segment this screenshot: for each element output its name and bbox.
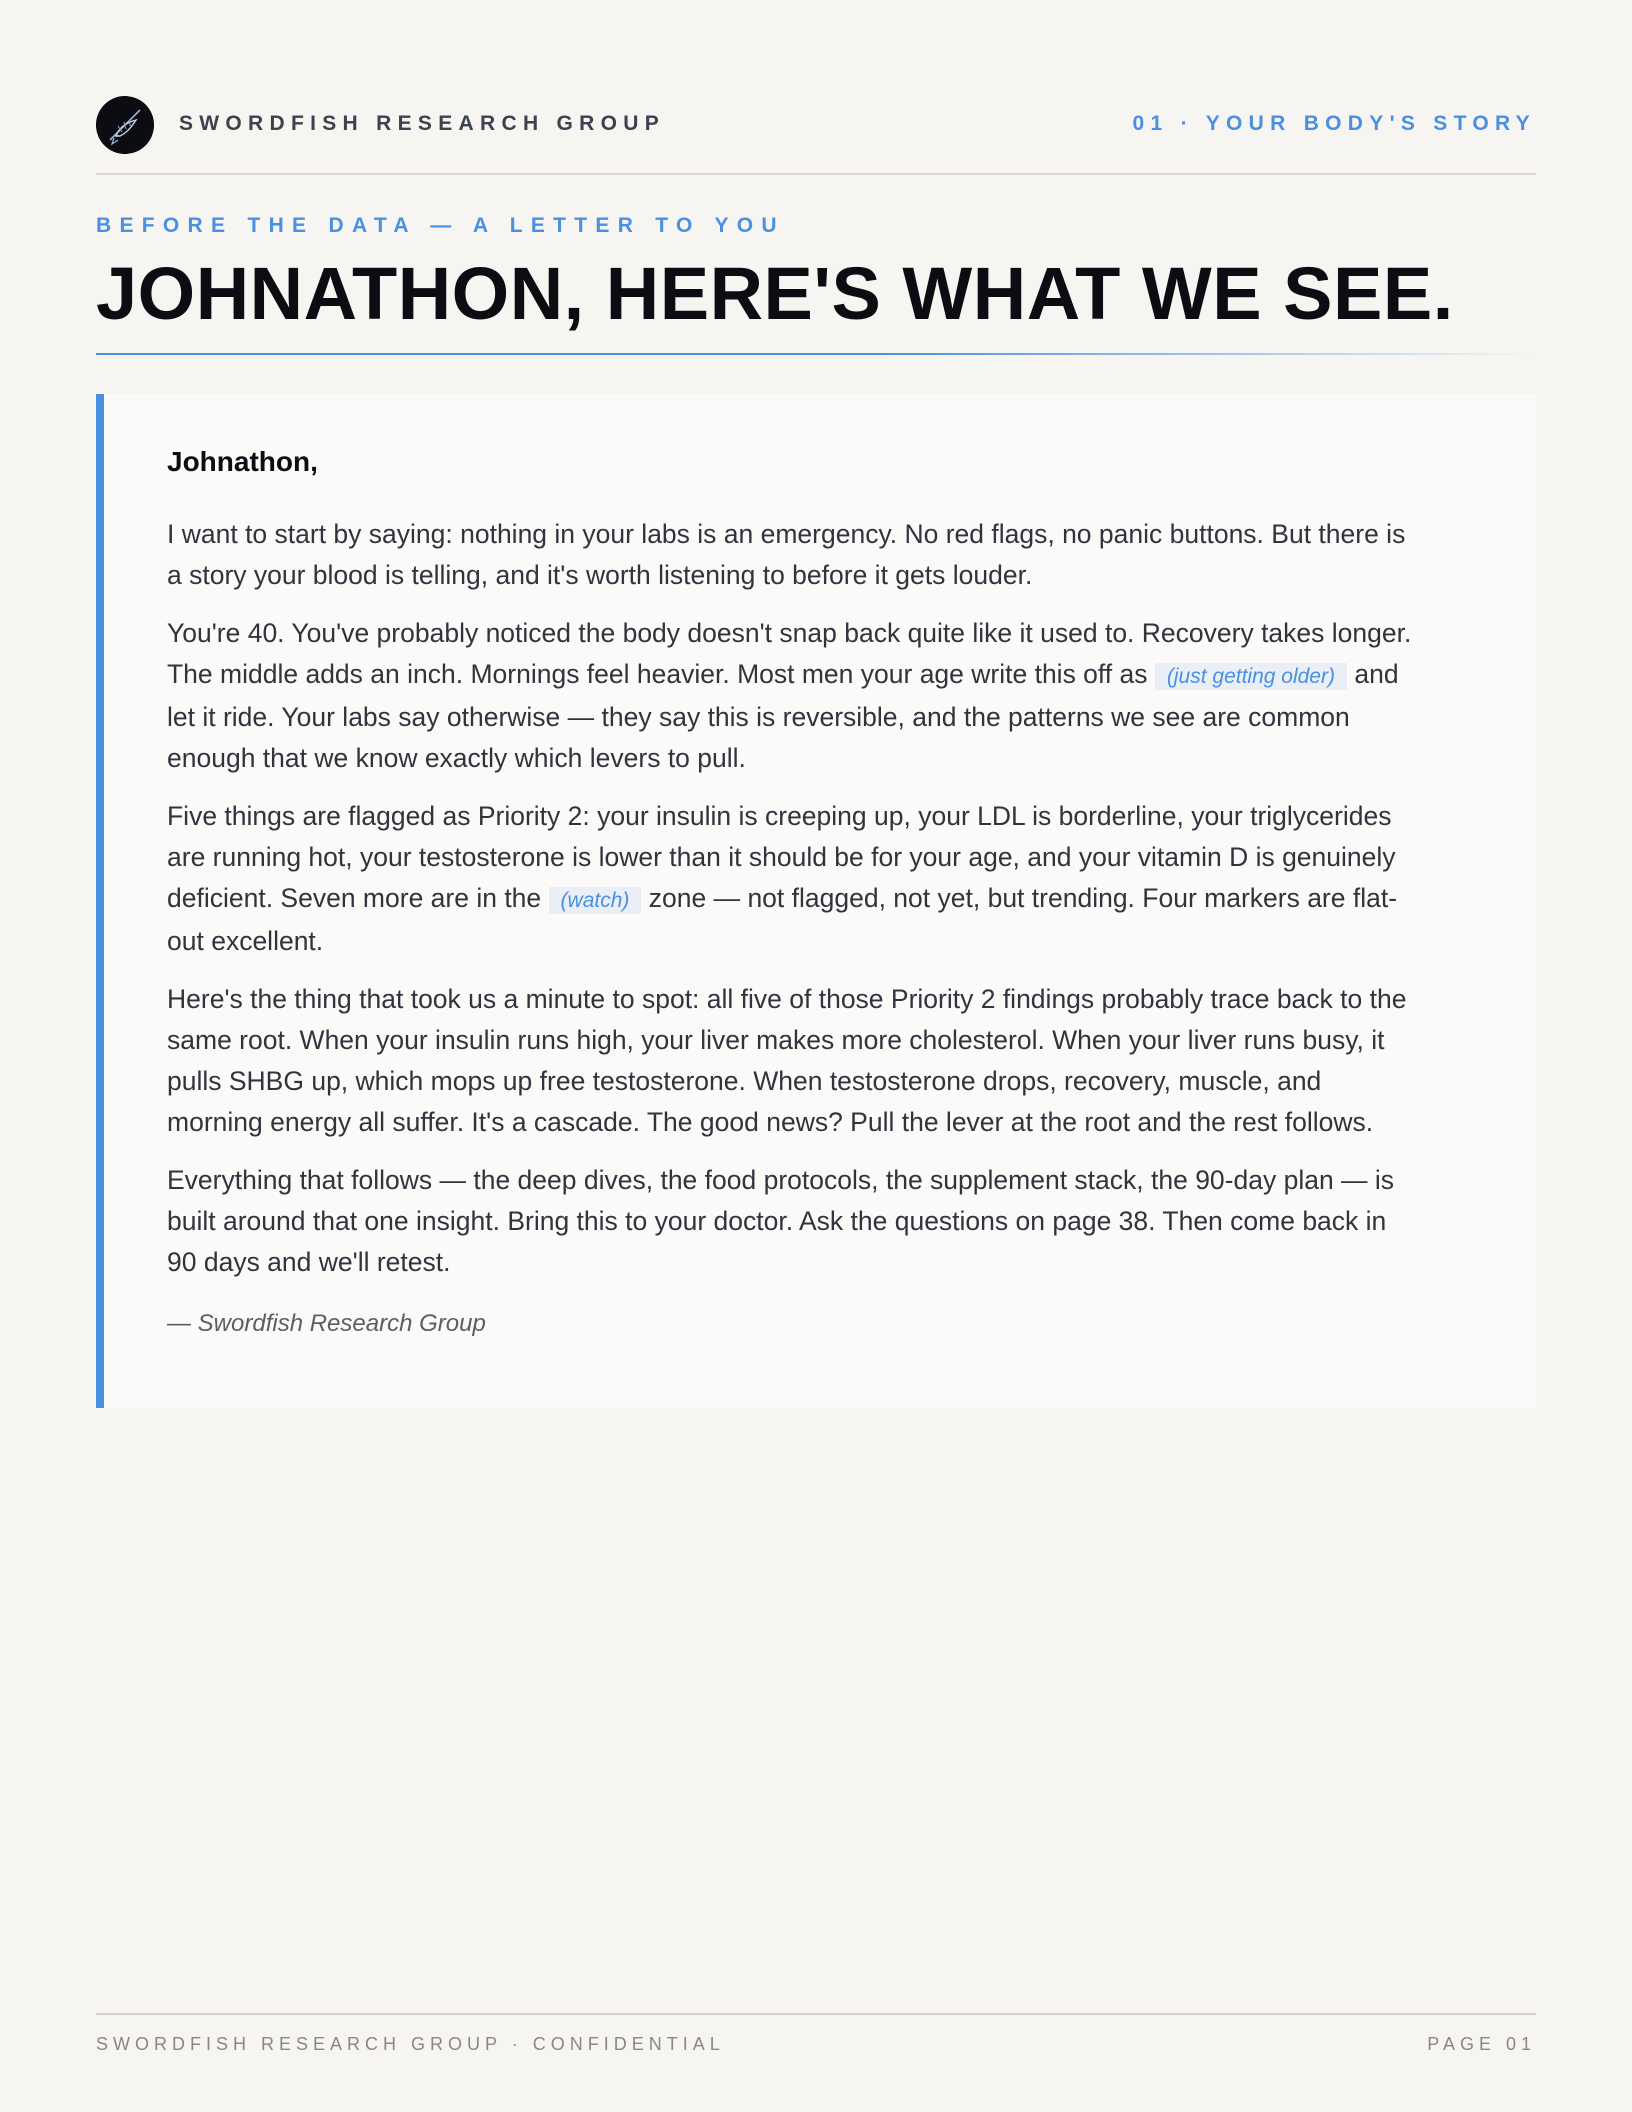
report-page <box>96 0 1536 2112</box>
letter-signoff: — Swordfish Research Group <box>167 1310 486 1337</box>
section-label: 01 · YOUR BODY'S STORY <box>1132 112 1536 135</box>
letter-paragraph: I want to start by saying: nothing in your labs is an emergency. No red flags, no panic buttons. But there is a story your blood is telling, and it's worth listening to before it gets louder. <box>167 519 1406 590</box>
letter-salutation: Johnathon, <box>167 446 318 477</box>
header-divider <box>96 173 1536 175</box>
page-header <box>96 94 1536 154</box>
letter-body <box>167 514 1417 1300</box>
letter-paragraph <box>167 796 1417 962</box>
page-number: PAGE 01 <box>1427 2034 1536 2054</box>
eyebrow: BEFORE THE DATA — A LETTER TO YOU <box>96 214 785 237</box>
title-divider <box>96 353 1536 355</box>
footer-label: SWORDFISH RESEARCH GROUP · CONFIDENTIAL <box>96 2034 725 2054</box>
page-title: JOHNATHON, HERE'S WHAT WE SEE. <box>96 252 1454 335</box>
footer-divider <box>96 2013 1536 2015</box>
letter-card <box>96 394 1536 1408</box>
letter-paragraph <box>167 613 1417 779</box>
letter-paragraph: Here's the thing that took us a minute to spot: all five of those Priority 2 findings probably trace back to the same root. When your insulin runs high, your liver makes more cholesterol. When your liver runs busy, it pulls SHBG up, which mops up free testosterone. When testosterone drops, recovery, muscle, and morning energy all suffer. It's a cascade. The good news? Pull the lever at the root and the rest follows. <box>167 984 1407 1137</box>
letter-paragraph: Everything that follows — the deep dives, the food protocols, the supplement stack, the 90-day plan — is built around that one insight. Bring this to your doctor. Ask the questions on page 38. Then come back in 90 days and we'll retest. <box>167 1165 1395 1277</box>
paragraph-text: zone — not flagged, not yet, but trending. Four markers are flat-out excellent. <box>167 883 1398 956</box>
highlight-tag: (just getting older) <box>1155 663 1347 690</box>
paragraph-text: You're 40. You've probably noticed the body doesn't snap back quite like it used to. Recovery takes longer. The middle adds an inch. Mornings feel heavier. Most men your age write this off as <box>167 618 1412 689</box>
paragraph-text: Five things are flagged as Priority 2: your insulin is creeping up, your LDL is borderline, your triglycerides are running hot, your testosterone is lower than it should be for your age, and your vitamin D is genuinely deficient. Seven more are in the <box>167 801 1396 913</box>
paragraph-text: and let it ride. Your labs say otherwise — they say this is reversible, and the patterns we see are common enough that we know exactly which levers to pull. <box>167 659 1399 773</box>
brand-name: SWORDFISH RESEARCH GROUP <box>179 112 666 135</box>
swordfish-logo-icon <box>96 96 154 154</box>
highlight-tag: (watch) <box>549 887 642 914</box>
